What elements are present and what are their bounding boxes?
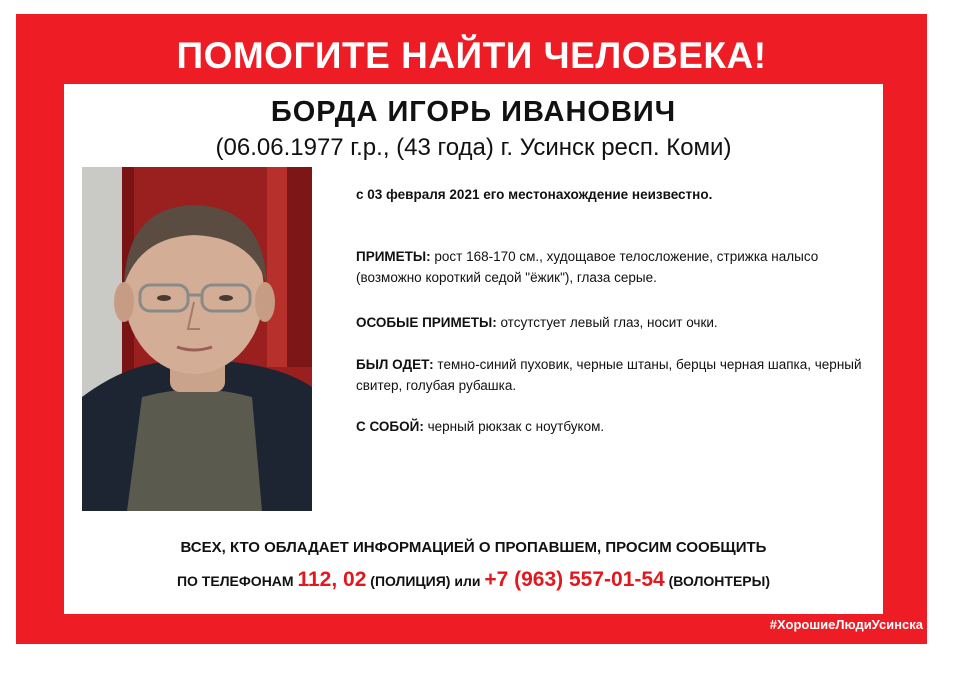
clothing-label: БЫЛ ОДЕТ: (356, 357, 434, 372)
missing-since: с 03 февраля 2021 его местонахождение неизвестно. (356, 187, 713, 202)
person-name: БОРДА ИГОРЬ ИВАНОВИЧ (270, 96, 677, 128)
carrying-label: С СОБОЙ: (356, 419, 424, 434)
signs-block (356, 246, 866, 288)
clothing-block (356, 354, 866, 396)
volunteer-label: (ВОЛОНТЕРЫ) (664, 573, 771, 589)
poster-panel (64, 84, 883, 614)
special-signs-text: отсутстует левый глаз, носит очки. (496, 315, 718, 330)
call-to-action: ВСЕХ, КТО ОБЛАДАЕТ ИНФОРМАЦИЕЙ О ПРОПАВШЕМ, ПРОСИМ СООБЩИТЬ (180, 539, 767, 556)
special-signs-block (356, 312, 866, 333)
police-label: (ПОЛИЦИЯ) (366, 573, 451, 589)
phones-or: или (450, 573, 485, 589)
hashtag: #ХорошиеЛюдиУсинска (769, 617, 923, 632)
person-photo (82, 167, 312, 511)
police-numbers: 112, 02 (297, 568, 367, 591)
phone-line (64, 568, 883, 592)
carrying-text: черный рюкзак с ноутбуком. (423, 419, 605, 434)
person-birth-location: (06.06.1977 г.р., (43 года) г. Усинск респ. Коми) (215, 134, 732, 161)
poster-headline: ПОМОГИТЕ НАЙТИ ЧЕЛОВЕКА! (176, 35, 767, 76)
special-signs-label: ОСОБЫЕ ПРИМЕТЫ: (356, 315, 497, 330)
signs-label: ПРИМЕТЫ: (356, 249, 431, 264)
clothing-text: темно-синий пуховик, черные штаны, берцы черная шапка, черный свитер, голубая рубашка. (356, 357, 862, 393)
signs-text: рост 168-170 см., худощавое телосложение, стрижка налысо (возможно короткий седой "ёжик"), глаза серые. (356, 249, 819, 285)
carrying-block (356, 416, 866, 437)
volunteer-number: +7 (963) 557-01-54 (484, 568, 665, 591)
phones-prefix: ПО ТЕЛЕФОНАМ (176, 573, 298, 589)
poster-frame (16, 14, 927, 644)
